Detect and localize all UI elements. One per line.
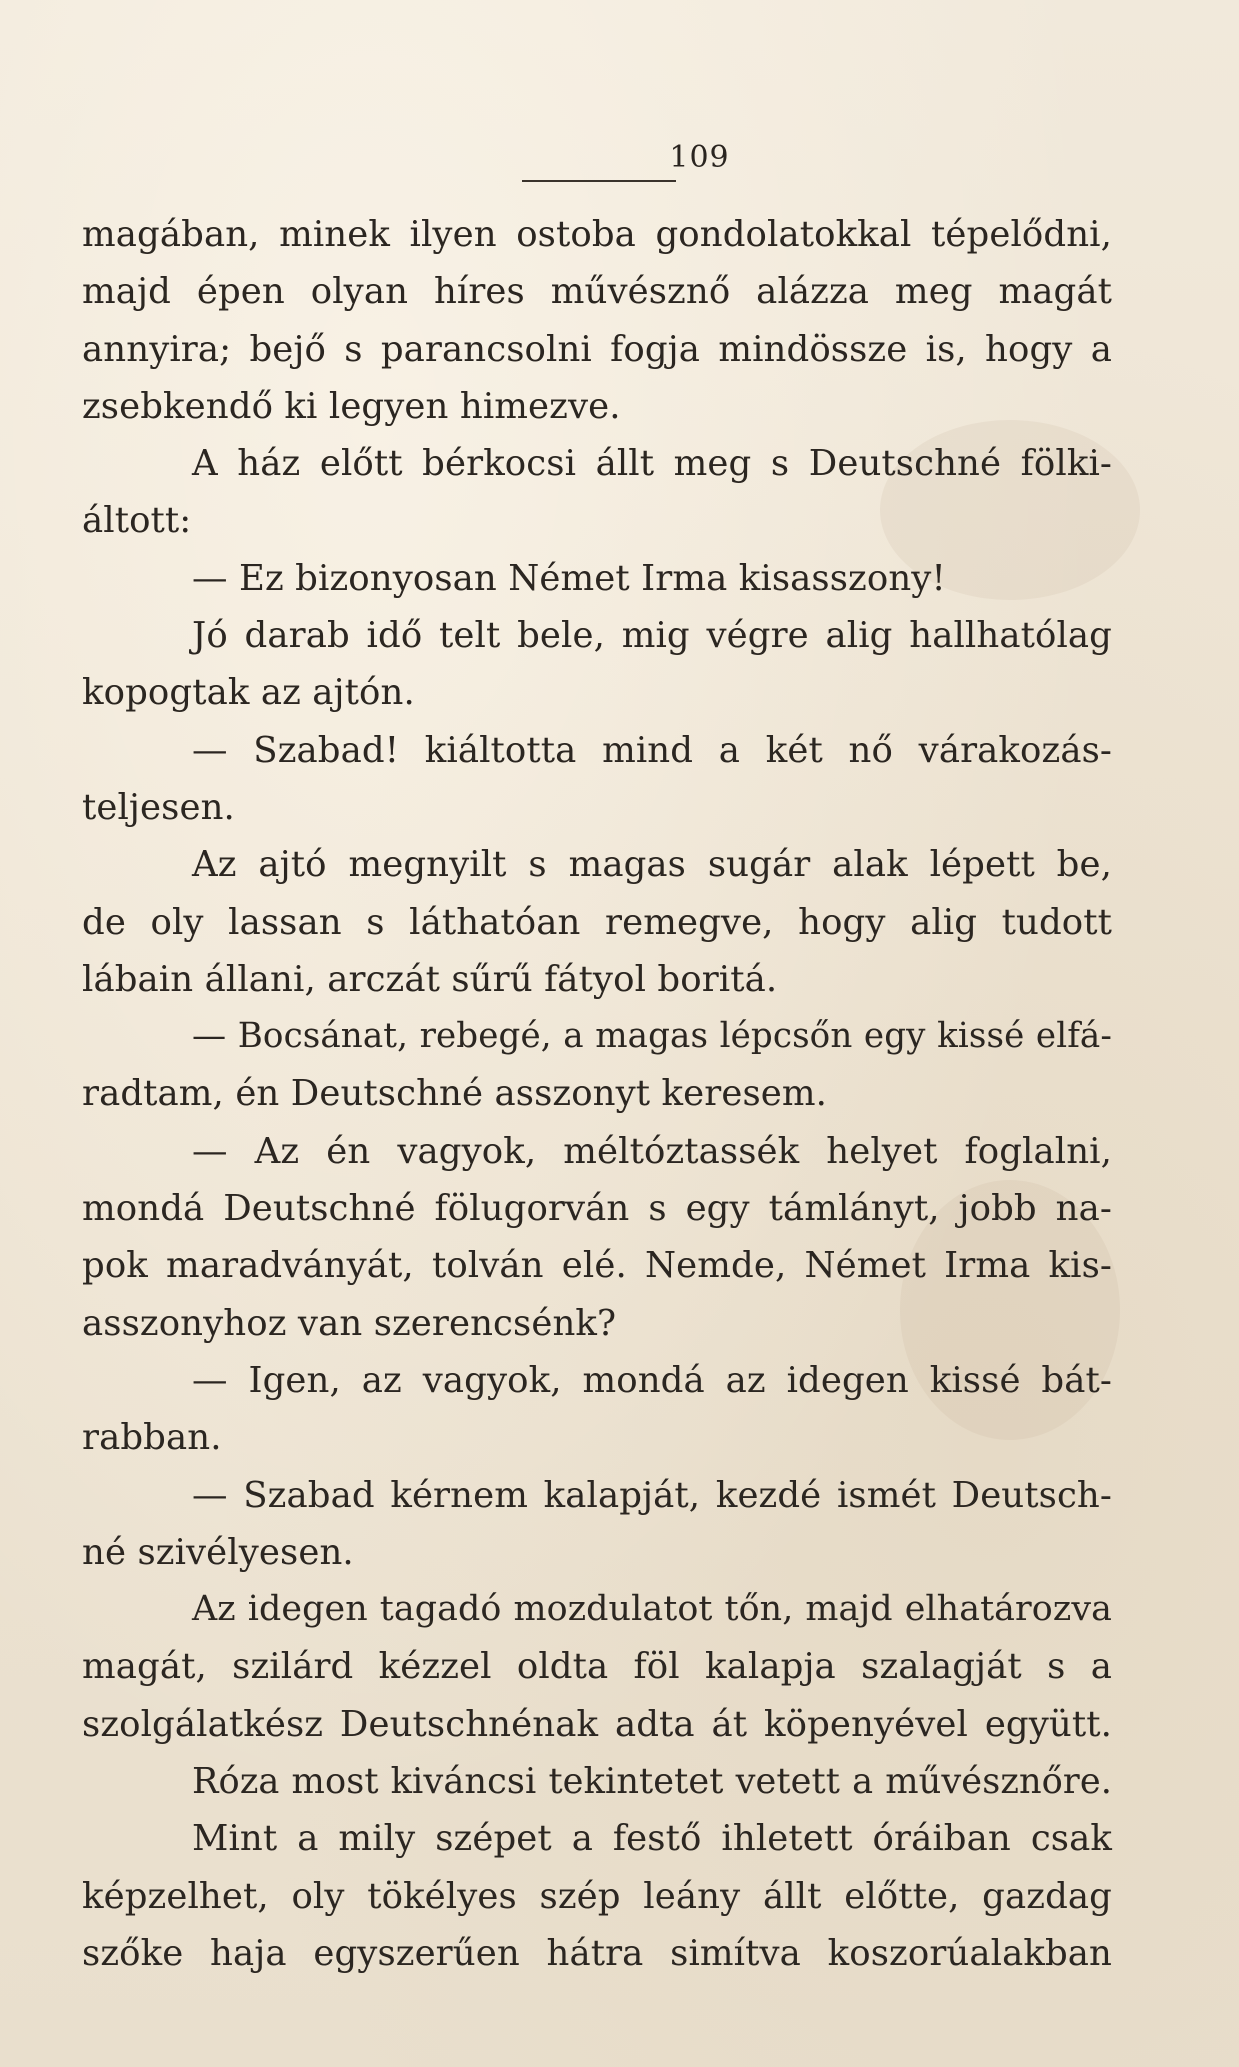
text-line: — Szabad kérnem kalapját, kezdé ismét Deutsch- — [192, 1474, 1112, 1516]
text-line: pok maradványát, tolván elé. Nemde, Német Irma kis- — [82, 1245, 1112, 1287]
text-line: rabban. — [82, 1417, 222, 1459]
page-header — [0, 140, 1239, 175]
text-line: képzelhet, oly tökélyes szép leány állt előtte, gazdag — [82, 1875, 1112, 1917]
text-line: — Ez bizonyosan Német Irma kisasszony! — [192, 557, 946, 599]
text-line: — Bocsánat, rebegé, a magas lépcsőn egy kissé elfá- — [192, 1016, 1112, 1057]
text-line: annyira; bejő s parancsolni fogja mindössze is, hogy a — [82, 328, 1112, 370]
text-line: A ház előtt bérkocsi állt meg s Deutschné fölki- — [192, 443, 1112, 485]
text-line: magában, minek ilyen ostoba gondolatokkal tépelődni, — [82, 214, 1112, 255]
text-line: szolgálatkész Deutschnénak adta át köpenyével együtt. — [82, 1703, 1112, 1745]
text-line: radtam, én Deutschné asszonyt keresem. — [82, 1073, 828, 1115]
text-line: né szivélyesen. — [82, 1531, 354, 1573]
text-line: Jó darab idő telt bele, mig végre alig hallhatólag — [192, 615, 1112, 657]
text-line: teljesen. — [82, 786, 235, 828]
text-line: szőke haja egyszerűen hátra simítva koszorúalakban — [82, 1932, 1112, 1974]
text-line: magát, szilárd kézzel oldta föl kalapja szalagját s a — [82, 1646, 1112, 1688]
text-line: — Az én vagyok, méltóztassék helyet foglalni, — [192, 1130, 1112, 1172]
text-line: áltott: — [82, 500, 192, 542]
page-number: 109 — [669, 140, 730, 175]
text-line: de oly lassan s láthatóan remegve, hogy alig tudott — [82, 901, 1112, 943]
text-line: kopogtak az ajtón. — [82, 672, 415, 714]
text-line: — Szabad! kiáltotta mind a két nő várakozás- — [192, 729, 1112, 771]
text-line: lábain állani, arczát sűrű fátyol boritá. — [82, 958, 778, 1000]
text-line: asszonyhoz van szerencsénk? — [82, 1302, 617, 1344]
text-line: mondá Deutschné fölugorván s egy támlányt, jobb na- — [82, 1188, 1112, 1230]
body-text — [82, 206, 1112, 1982]
text-line: zsebkendő ki legyen himezve. — [82, 385, 621, 427]
text-line: Az ajtó megnyilt s magas sugár alak lépett be, — [192, 844, 1112, 886]
header-rule — [522, 180, 676, 182]
text-line: Mint a mily szépet a festő ihletett óráiban csak — [192, 1818, 1112, 1860]
text-line: majd épen olyan híres művésznő alázza meg magát — [82, 271, 1112, 313]
text-line: Az idegen tagadó mozdulatot tőn, majd elhatározva — [192, 1589, 1112, 1630]
text-line: Róza most kiváncsi tekintetet vetett a művésznőre. — [192, 1761, 1112, 1803]
text-line: — Igen, az vagyok, mondá az idegen kissé bát- — [192, 1359, 1112, 1401]
